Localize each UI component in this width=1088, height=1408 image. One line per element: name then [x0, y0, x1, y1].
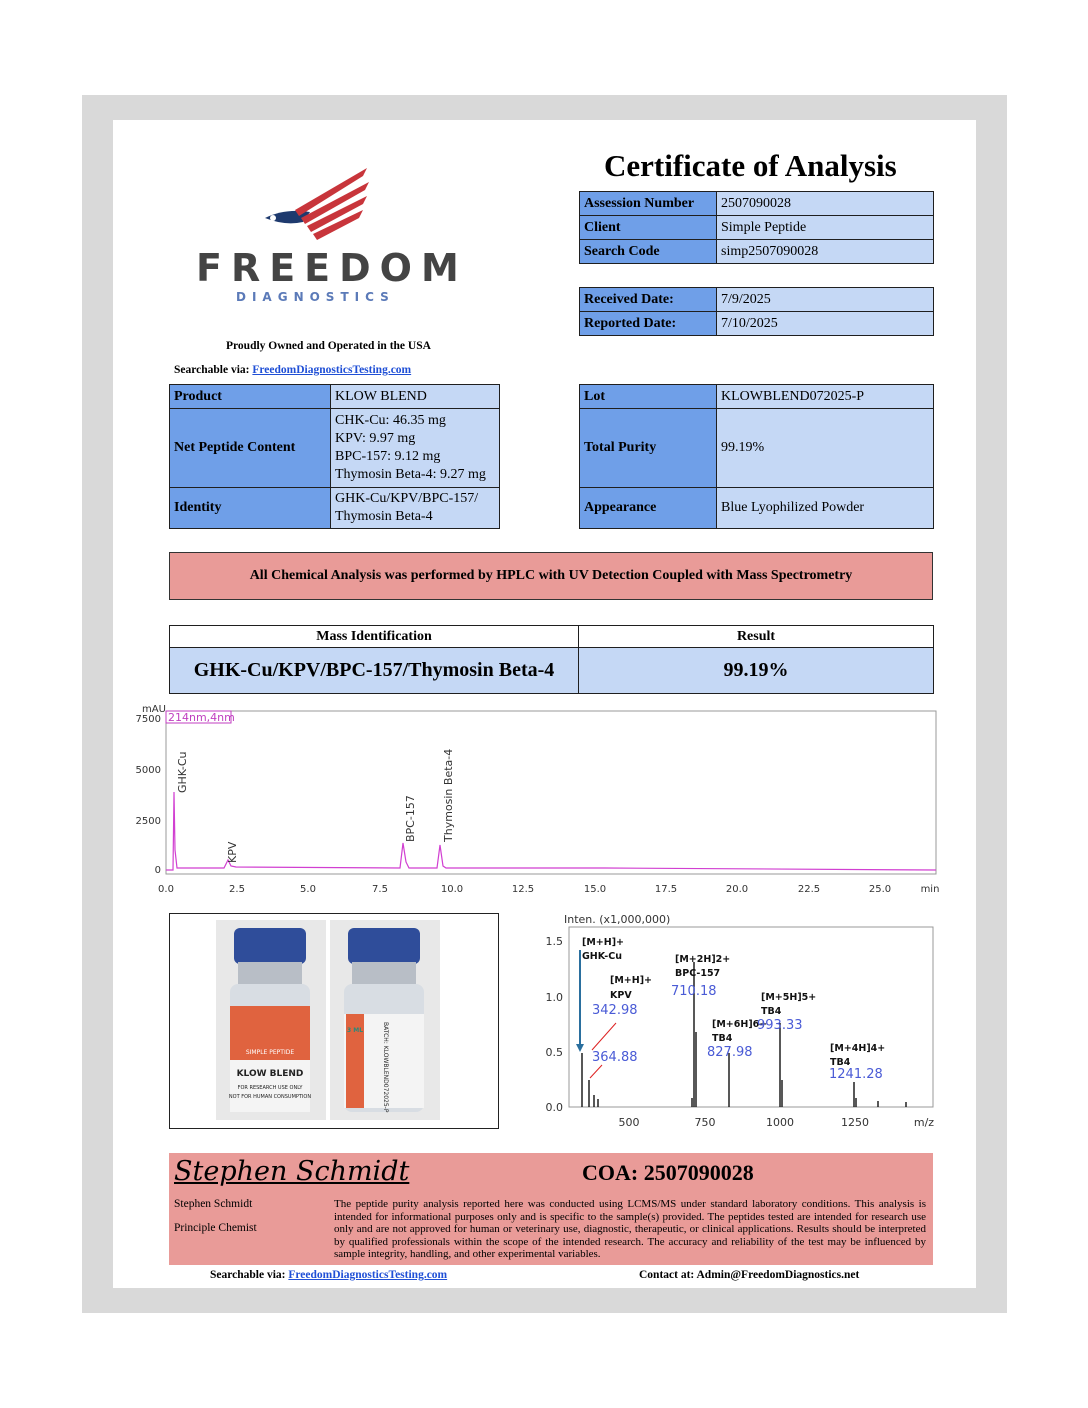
hplc-xtick: 2.5 — [229, 884, 245, 895]
ghk-arrow-head — [576, 1044, 584, 1052]
ann-ion: [M+H]+ — [610, 975, 653, 986]
ann-name: TB4 — [712, 1033, 733, 1044]
footer-search-label: Searchable via: — [210, 1269, 286, 1281]
ms-xtick: 1000 — [766, 1116, 794, 1129]
peak-label-ghk: GHK-Cu — [176, 751, 189, 793]
vial-volume: 3 ML — [346, 1027, 364, 1034]
content-line: Thymosin Beta-4: 9.27 mg — [335, 467, 486, 482]
hplc-ytick: 2500 — [135, 816, 161, 827]
appearance-value: Blue Lyophilized Powder — [717, 488, 934, 529]
assession-table — [579, 191, 934, 264]
hplc-frame — [166, 711, 936, 874]
result-header: Result — [579, 626, 934, 648]
ms-ytick: 0.0 — [545, 1101, 563, 1114]
product-value: KLOW BLEND — [331, 385, 500, 409]
identity-line: Thymosin Beta-4 — [335, 509, 433, 524]
website-link[interactable]: FreedomDiagnosticsTesting.com — [252, 364, 412, 376]
hplc-x-unit: min — [920, 884, 940, 895]
content-line: KPV: 9.97 mg — [335, 431, 416, 446]
purity-value: 99.19% — [717, 409, 934, 488]
reported-label: Reported Date: — [580, 312, 717, 336]
hplc-xtick: 12.5 — [511, 884, 535, 895]
hplc-xtick: 0.0 — [158, 884, 174, 895]
dates-table — [579, 287, 934, 336]
kpv-callout-line — [592, 1023, 616, 1050]
mz-label: 993.33 — [757, 1018, 803, 1033]
reported-value: 7/10/2025 — [717, 312, 934, 336]
mz-label: 827.98 — [707, 1045, 753, 1060]
hplc-xtick: 20.0 — [725, 884, 749, 895]
vial-left — [229, 928, 311, 1112]
hplc-ytick: 7500 — [135, 714, 161, 725]
ann-name: BPC-157 — [675, 968, 721, 979]
identity-line: GHK-Cu/KPV/BPC-157/ — [335, 491, 479, 506]
callout-line — [590, 1065, 602, 1078]
ms-xtick: 750 — [694, 1116, 716, 1129]
assession-label: Assession Number — [580, 192, 717, 216]
logo-subtitle: DIAGNOSTICS — [236, 290, 395, 304]
hplc-chromatogram — [130, 700, 945, 900]
ms-ytick: 1.5 — [545, 935, 563, 948]
ann-ion: [M+4H]4+ — [830, 1043, 886, 1054]
channel-label: 214nm,4nm — [168, 711, 235, 724]
mass-id-value: GHK-Cu/KPV/BPC-157/Thymosin Beta-4 — [170, 648, 579, 694]
received-label: Received Date: — [580, 288, 717, 312]
hplc-y-unit: mAU — [142, 704, 166, 715]
footer-search — [210, 1269, 447, 1281]
hplc-xtick: 22.5 — [797, 884, 821, 895]
assession-value: 2507090028 — [717, 192, 934, 216]
ann-name: TB4 — [830, 1057, 851, 1068]
hplc-ytick: 0 — [154, 865, 161, 876]
search-code-label: Search Code — [580, 240, 717, 264]
hplc-xtick: 5.0 — [300, 884, 316, 895]
ms-xtick: 1250 — [841, 1116, 869, 1129]
search-code-value: simp2507090028 — [717, 240, 934, 264]
tagline: Proudly Owned and Operated in the USA — [226, 340, 431, 352]
client-label: Client — [580, 216, 717, 240]
result-table — [169, 625, 934, 694]
footer-contact: Contact at: Admin@FreedomDiagnostics.net — [639, 1269, 860, 1281]
searchable-line — [174, 364, 411, 376]
content-value — [331, 409, 500, 488]
mass-id-header: Mass Identification — [170, 626, 579, 648]
hplc-xtick: 25.0 — [868, 884, 892, 895]
vial-batch: BATCH: KLOWBLEND072025-P — [382, 1022, 389, 1113]
lot-value: KLOWBLEND072025-P — [717, 385, 934, 409]
hplc-trace — [166, 792, 936, 870]
eagle-flag-icon — [255, 160, 375, 240]
method-banner: All Chemical Analysis was performed by HPLC with UV Detection Coupled with Mass Spectrometry — [169, 552, 933, 600]
content-line: BPC-157: 9.12 mg — [335, 449, 441, 464]
peak-label-tb4: Thymosin Beta-4 — [442, 748, 455, 842]
result-value: 99.19% — [579, 648, 934, 694]
ms-xtick: 500 — [618, 1116, 640, 1129]
mz-label: 364.88 — [592, 1050, 638, 1065]
hplc-ytick: 5000 — [135, 765, 161, 776]
page-title: Certificate of Analysis — [604, 148, 897, 183]
hplc-xtick: 17.5 — [654, 884, 678, 895]
ms-ytick: 1.0 — [545, 991, 563, 1004]
mz-label: 1241.28 — [829, 1067, 883, 1082]
ms-ytick: 0.5 — [545, 1046, 563, 1059]
vial-product: KLOW BLEND — [236, 1069, 304, 1079]
product-label: Product — [170, 385, 331, 409]
peak-label-kpv: KPV — [226, 841, 239, 863]
client-value: Simple Peptide — [717, 216, 934, 240]
ann-ion: [M+2H]2+ — [675, 954, 731, 965]
identity-label: Identity — [170, 488, 331, 529]
coa-number: COA: 2507090028 — [582, 1160, 754, 1185]
received-value: 7/9/2025 — [717, 288, 934, 312]
content-label: Net Peptide Content — [170, 409, 331, 488]
vial-right — [344, 928, 424, 1113]
mz-label: 710.18 — [671, 984, 717, 999]
ann-name: GHK-Cu — [582, 951, 622, 962]
content-line: CHK-Cu: 46.35 mg — [335, 413, 446, 428]
chemist-name: Stephen Schmidt — [174, 1198, 253, 1210]
vial-photo — [170, 914, 500, 1130]
hplc-xtick: 10.0 — [440, 884, 464, 895]
ann-ion: [M+H]+ — [582, 937, 625, 948]
appearance-label: Appearance — [580, 488, 717, 529]
lot-label: Lot — [580, 385, 717, 409]
disclaimer: The peptide purity analysis reported here was conducted using LCMS/MS under standard laboratory conditions. This analysis is intended for informational purposes only and is specific to the sample(s) provided. The peptides tested are intended for research use only and are not approved for human or veterinary use, diagnostic, therapeutic, or clinical applications. Results should be interpreted by qualified professionals within the scope of the intended research. The accuracy and reliability of the test may be influenced by sample integrity, handling, and other experimental variables. — [334, 1198, 926, 1260]
purity-label: Total Purity — [580, 409, 717, 488]
peak-label-bpc: BPC-157 — [404, 795, 417, 842]
ann-name: TB4 — [761, 1006, 782, 1017]
lot-table — [579, 384, 934, 529]
ann-ion: [M+6H]6+ — [712, 1019, 768, 1030]
ann-name: KPV — [610, 990, 632, 1001]
searchable-label: Searchable via: — [174, 364, 250, 376]
footer-website-link[interactable]: FreedomDiagnosticsTesting.com — [288, 1269, 448, 1281]
vial-brand: SIMPLE PEPTIDE — [245, 1049, 295, 1056]
mz-label: 342.98 — [592, 1003, 638, 1018]
ms-x-unit: m/z — [913, 1116, 935, 1129]
product-table — [169, 384, 500, 529]
vial-warning-2: NOT FOR HUMAN CONSUMPTION — [228, 1094, 312, 1100]
mass-spectrum — [538, 910, 938, 1132]
chemist-role: Principle Chemist — [174, 1222, 257, 1234]
logo-wordmark: FREEDOM — [196, 246, 468, 290]
ann-ion: [M+5H]5+ — [761, 992, 817, 1003]
ms-y-label: Inten. (x1,000,000) — [564, 913, 671, 926]
vial-warning: FOR RESEARCH USE ONLY — [237, 1085, 303, 1091]
vial-photo-frame — [169, 913, 499, 1129]
hplc-xtick: 7.5 — [372, 884, 388, 895]
identity-value — [331, 488, 500, 529]
signature-script: Stephen Schmidt — [174, 1156, 410, 1187]
hplc-xtick: 15.0 — [583, 884, 607, 895]
